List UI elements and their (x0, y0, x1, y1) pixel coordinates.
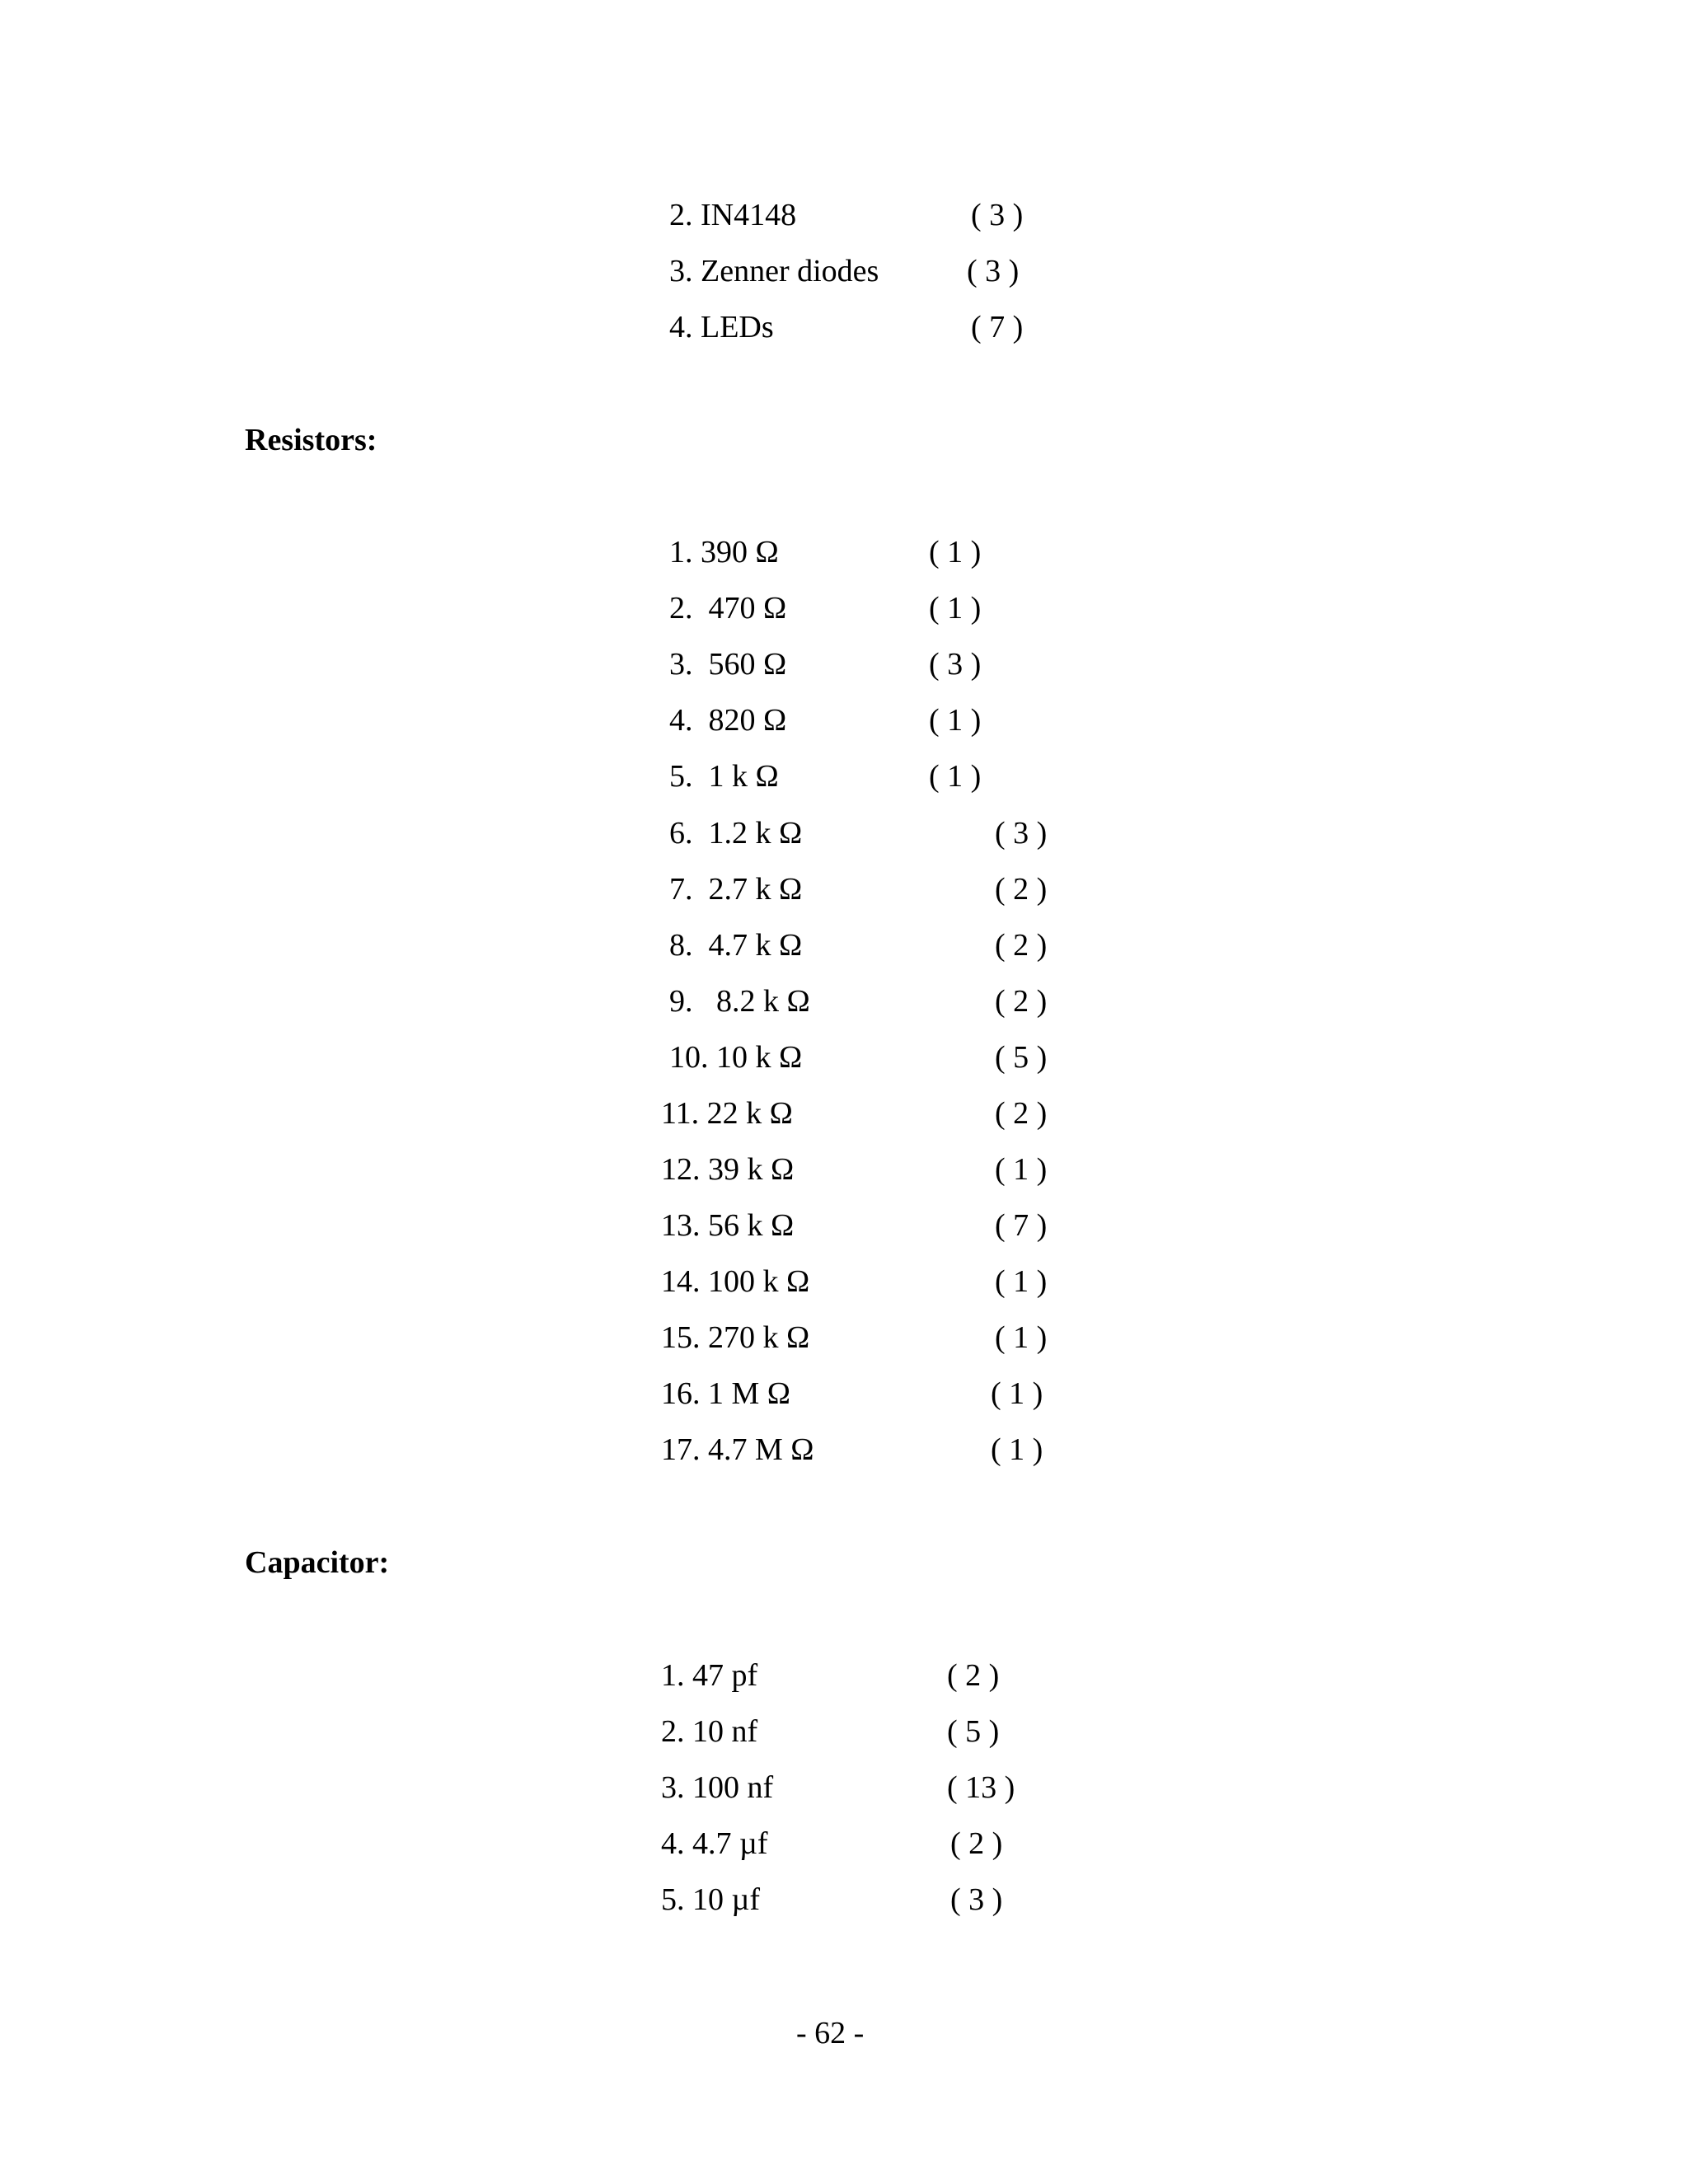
resistor-item-label: 6. 1.2 k Ω (669, 816, 803, 851)
resistor-item-qty: ( 1 ) (991, 1376, 1043, 1411)
diode-item-qty: ( 3 ) (971, 198, 1024, 232)
resistor-item-label: 10. 10 k Ω (669, 1040, 803, 1075)
resistor-item-qty: ( 1 ) (929, 703, 982, 738)
resistor-item-label: 16. 1 M Ω (661, 1376, 791, 1411)
capacitor-item-label: 4. 4.7 µf (661, 1826, 768, 1861)
capacitor-item-label: 3. 100 nf (661, 1770, 774, 1805)
resistor-item-qty: ( 3 ) (995, 816, 1048, 851)
resistor-item-qty: ( 1 ) (929, 759, 982, 794)
resistor-item-label: 2. 470 Ω (669, 591, 787, 626)
diode-item-label: 4. LEDs (669, 310, 774, 344)
resistor-item-label: 1. 390 Ω (669, 535, 779, 569)
diode-item-qty: ( 3 ) (967, 254, 1020, 288)
diode-item-qty: ( 7 ) (971, 310, 1024, 344)
diode-item-label: 2. IN4148 (669, 198, 797, 232)
resistor-item-label: 3. 560 Ω (669, 647, 787, 682)
resistor-item-label: 11. 22 k Ω (661, 1096, 793, 1131)
resistors-heading: Resistors: (245, 423, 377, 457)
resistor-item-qty: ( 2 ) (995, 1096, 1048, 1131)
resistor-item-qty: ( 1 ) (995, 1320, 1048, 1355)
capacitor-item-qty: ( 3 ) (950, 1882, 1003, 1917)
capacitor-item-label: 2. 10 nf (661, 1714, 758, 1749)
resistor-item-label: 9. 8.2 k Ω (669, 984, 810, 1019)
resistor-item-qty: ( 1 ) (929, 535, 982, 569)
capacitor-item-qty: ( 2 ) (947, 1658, 1000, 1693)
capacitor-item-qty: ( 2 ) (950, 1826, 1003, 1861)
resistor-item-label: 14. 100 k Ω (661, 1264, 810, 1299)
resistor-item-qty: ( 7 ) (995, 1208, 1048, 1243)
capacitor-item-label: 1. 47 pf (661, 1658, 758, 1693)
diode-item-label: 3. Zenner diodes (669, 254, 879, 288)
resistor-item-qty: ( 2 ) (995, 928, 1048, 963)
resistor-item-label: 5. 1 k Ω (669, 759, 779, 794)
resistor-item-qty: ( 5 ) (995, 1040, 1048, 1075)
resistor-item-qty: ( 2 ) (995, 984, 1048, 1019)
resistor-item-label: 7. 2.7 k Ω (669, 872, 803, 907)
capacitor-item-qty: ( 5 ) (947, 1714, 1000, 1749)
resistor-item-qty: ( 1 ) (991, 1432, 1043, 1467)
resistor-item-label: 17. 4.7 M Ω (661, 1432, 814, 1467)
resistor-item-label: 15. 270 k Ω (661, 1320, 810, 1355)
capacitor-item-label: 5. 10 µf (661, 1882, 761, 1917)
capacitor-item-qty: ( 13 ) (947, 1770, 1015, 1805)
page-number: - 62 - (796, 2016, 865, 2050)
resistor-item-label: 12. 39 k Ω (661, 1152, 795, 1187)
resistor-item-label: 8. 4.7 k Ω (669, 928, 803, 963)
resistor-item-label: 13. 56 k Ω (661, 1208, 795, 1243)
resistor-item-qty: ( 2 ) (995, 872, 1048, 907)
resistor-item-qty: ( 1 ) (995, 1152, 1048, 1187)
resistor-item-qty: ( 1 ) (929, 591, 982, 626)
resistor-item-label: 4. 820 Ω (669, 703, 787, 738)
resistor-item-qty: ( 3 ) (929, 647, 982, 682)
capacitors-heading: Capacitor: (245, 1545, 390, 1580)
resistor-item-qty: ( 1 ) (995, 1264, 1048, 1299)
